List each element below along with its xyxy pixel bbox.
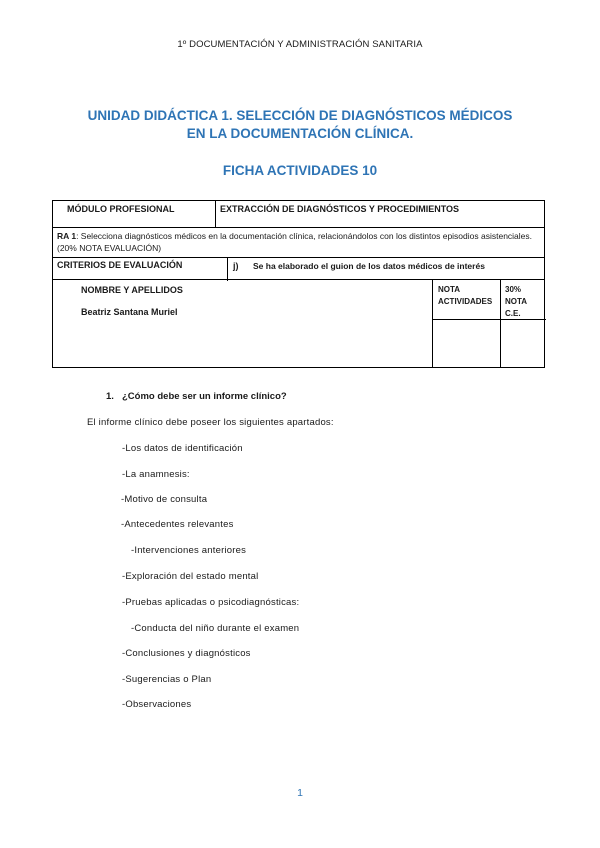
list-item: -Intervenciones anteriores <box>131 545 247 556</box>
nota-label <box>438 284 492 308</box>
modulo-value: EXTRACCIÓN DE DIAGNÓSTICOS Y PROCEDIMIENTOS <box>220 204 460 214</box>
col-divider <box>227 257 228 281</box>
unit-title-line-1: UNIDAD DIDÁCTICA 1. SELECCIÓN DE DIAGNÓSTICOS MÉDICOS <box>87 108 513 123</box>
page-number: 1 <box>297 787 303 799</box>
unit-title-line-2: EN LA DOCUMENTACIÓN CLÍNICA. <box>186 126 414 141</box>
list-item: -Observaciones <box>122 699 192 710</box>
col-divider <box>500 280 501 367</box>
nota-label-line: NOTA <box>438 285 461 294</box>
percent-label-line: C.E. <box>505 309 521 318</box>
col-divider <box>215 201 216 227</box>
list-item: -Exploración del estado mental <box>122 571 259 582</box>
nota-label-line: ACTIVIDADES <box>438 297 493 306</box>
question-text: ¿Cómo debe ser un informe clínico? <box>122 391 287 402</box>
nombre-value: Beatriz Santana Muriel <box>81 307 178 317</box>
answer-intro: El informe clínico debe poseer los siguientes apartados: <box>87 417 334 428</box>
list-item: -Motivo de consulta <box>121 494 208 505</box>
nombre-label: NOMBRE Y APELLIDOS <box>81 285 183 295</box>
col-divider <box>432 280 433 367</box>
list-item: -Antecedentes relevantes <box>121 519 234 530</box>
page-header: 1º DOCUMENTACIÓN Y ADMINISTRACIÓN SANITARIA <box>177 39 423 50</box>
criterios-label: CRITERIOS DE EVALUACIÓN <box>57 260 183 270</box>
question-number: 1. <box>106 391 114 402</box>
percent-label-line: 30% <box>505 285 522 294</box>
criterio-letter: j) <box>233 261 239 271</box>
ra-description: : Selecciona diagnósticos médicos en la documentación clínica, relacionándolos con los distintos episodios asistenciales. (20% NOTA EVALUACIÓN) <box>57 231 533 253</box>
list-item: -La anamnesis: <box>122 469 190 480</box>
ra-label: RA 1 <box>57 231 77 241</box>
ra-text <box>57 230 541 254</box>
list-item: -Pruebas aplicadas o psicodiagnósticas: <box>122 597 300 608</box>
row-divider <box>53 257 544 258</box>
info-table <box>52 200 545 280</box>
list-item: -Los datos de identificación <box>122 443 243 454</box>
list-item: -Conducta del niño durante el examen <box>131 623 300 634</box>
modulo-label: MÓDULO PROFESIONAL <box>67 204 175 214</box>
row-divider <box>432 319 546 320</box>
percent-label <box>505 284 527 320</box>
list-item: -Sugerencias o Plan <box>122 674 212 685</box>
row-divider <box>53 227 544 228</box>
worksheet-subtitle: FICHA ACTIVIDADES 10 <box>222 163 378 178</box>
percent-label-line: NOTA <box>505 297 528 306</box>
criterio-text: Se ha elaborado el guion de los datos médicos de interés <box>253 261 485 271</box>
grade-table <box>52 279 545 368</box>
list-item: -Conclusiones y diagnósticos <box>122 648 251 659</box>
